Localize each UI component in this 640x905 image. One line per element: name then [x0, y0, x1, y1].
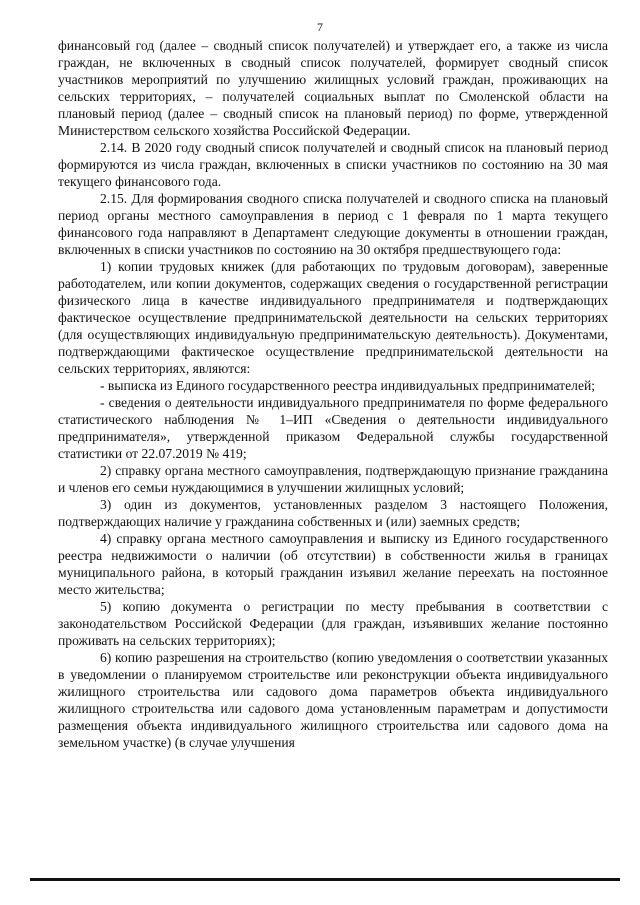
- list-item-5: 5) копию документа о регистрации по месту пребывания в соответствии с законодательством Российской Федерации (для граждан, изъявивших желание постоянно проживать на сельских территориях);: [58, 599, 608, 648]
- document-body: [58, 37, 608, 751]
- list-item-3: 3) один из документов, установленных разделом 3 настоящего Положения, подтверждающих наличие у гражданина собственных и (или) заемных средств;: [58, 497, 608, 529]
- paragraph-continuation: финансовый год (далее – сводный список получателей) и утверждает его, а также из числа граждан, не включенных в сводный список получателей, формирует сводный список участников мероприятий по улучшению жилищных условий граждан, проживающих на сельских территориях, – получателей социальных выплат по Смоленской области на плановый период (далее – сводный список на плановый период) по форме, утвержденной Министерством сельского хозяйства Российской Федерации.: [58, 38, 608, 138]
- sub-item-extract: - выписка из Единого государственного реестра индивидуальных предпринимателей;: [100, 378, 596, 393]
- page-number: 7: [317, 20, 323, 34]
- bottom-divider: [30, 878, 620, 881]
- paragraph-2-14: 2.14. В 2020 году сводный список получателей и сводный список на плановый период формируются из числа граждан, включенных в списки участников по состоянию на 30 мая текущего финансового года.: [58, 140, 608, 189]
- list-item-2: 2) справку органа местного самоуправления, подтверждающую признание гражданина и членов его семьи нуждающимися в улучшении жилищных условий;: [58, 463, 608, 495]
- list-item-1: 1) копии трудовых книжек (для работающих по трудовым договорам), заверенные работодателем, или копии документов, содержащих сведения о государственной регистрации физического лица в качестве индивидуального предпринимателя и подтверждающих фактическое осуществление предпринимательской деятельности на сельских территориях (для осуществляющих индивидуальную предпринимательскую деятельность). Документами, подтверждающими фактическое осуществление предпринимательской деятельности на сельских территориях, являются:: [58, 259, 608, 376]
- sub-item-statistics: - сведения о деятельности индивидуального предпринимателя по форме федерального статистического наблюдения № 1–ИП «Сведения о деятельности индивидуального предпринимателя», утвержденной приказом Федеральной службы государственной статистики от 22.07.2019 № 419;: [58, 395, 608, 461]
- list-item-6: 6) копию разрешения на строительство (копию уведомления о соответствии указанных в уведомлении о планируемом строительстве или реконструкции объекта индивидуального жилищного строительства или садового дома параметров объекта индивидуального жилищного строительства или садового дома установленным параметрам и допустимости размещения объекта индивидуального жилищного строительства или садового дома на земельном участке) (в случае улучшения: [58, 650, 608, 750]
- list-item-4: 4) справку органа местного самоуправления и выписку из Единого государственного реестра недвижимости о наличии (об отсутствии) в собственности жилья в границах муниципального района, в который гражданин изъявил желание переехать на постоянное место жительства;: [58, 531, 608, 597]
- paragraph-2-15: 2.15. Для формирования сводного списка получателей и сводного списка на плановый период органы местного самоуправления в период с 1 февраля по 1 марта текущего финансового года направляют в Департамент следующие документы в отношении граждан, включенных в списки участников по состоянию на 30 октября предшествующего года:: [58, 191, 608, 257]
